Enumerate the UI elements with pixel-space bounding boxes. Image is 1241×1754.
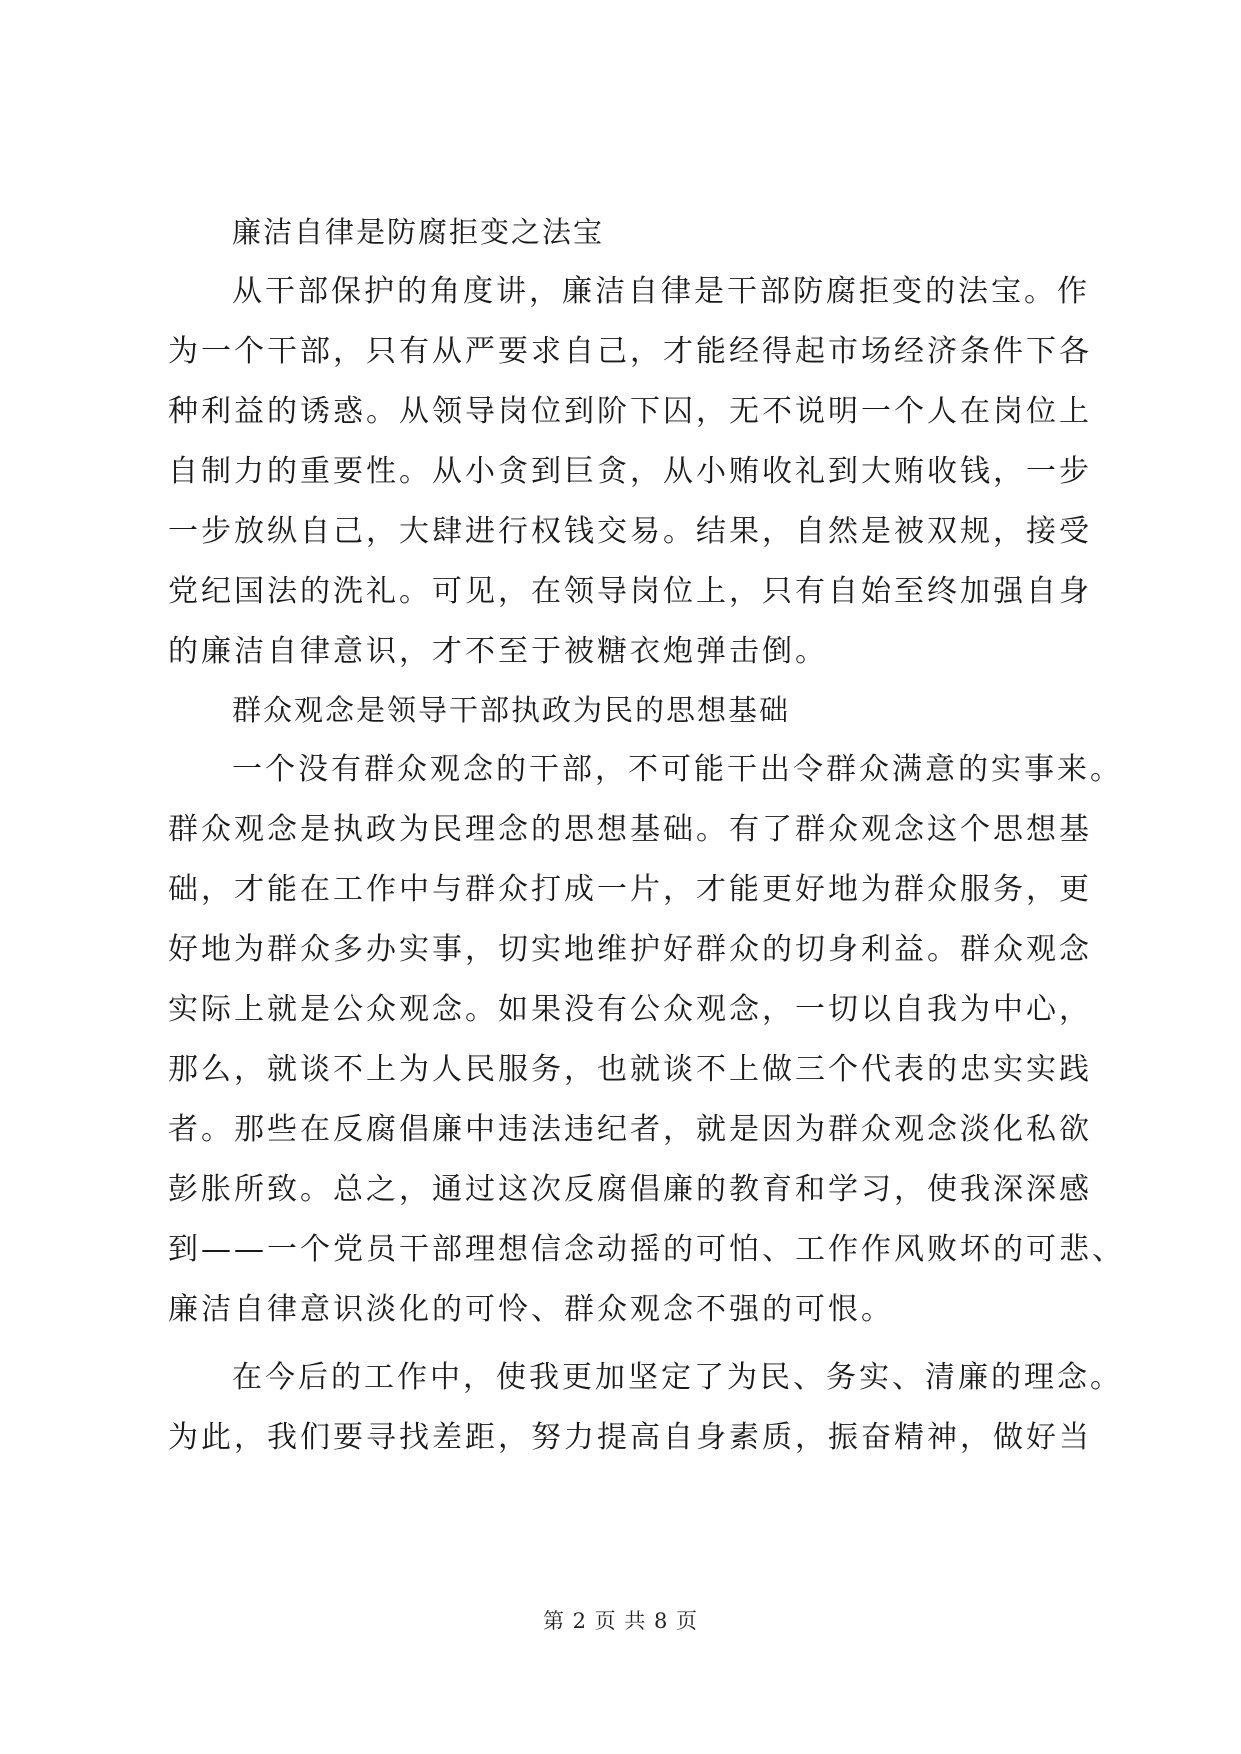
section-heading: 群众观念是领导干部执政为民的思想基础	[232, 693, 791, 727]
paragraph-line: 一步放纵自己，大肆进行权钱交易。结果，自然是被双规，接受	[168, 514, 1092, 549]
paragraph-line: 一个没有群众观念的干部，不可能干出令群众满意的实事来。	[232, 752, 1123, 787]
paragraph-line: 为一个干部，只有从严要求自己，才能经得起市场经济条件下各	[168, 334, 1092, 369]
paragraph-line: 廉洁自律意识淡化的可怜、群众观念不强的可恨。	[168, 1292, 894, 1327]
paragraph-line: 者。那些在反腐倡廉中违法违纪者，就是因为群众观念淡化私欲	[168, 1112, 1092, 1147]
paragraph-line: 好地为群众多办实事，切实地维护好群众的切身利益。群众观念	[168, 932, 1092, 967]
paragraph-line: 自制力的重要性。从小贪到巨贪，从小贿收礼到大贿收钱，一步	[168, 454, 1092, 489]
paragraph-line: 在今后的工作中，使我更加坚定了为民、务实、清廉的理念。	[232, 1360, 1123, 1395]
paragraph-line: 群众观念是执政为民理念的思想基础。有了群众观念这个思想基	[168, 812, 1092, 847]
paragraph-line: 实际上就是公众观念。如果没有公众观念，一切以自我为中心，	[168, 992, 1092, 1027]
page-footer: 第 2 页 共 8 页	[542, 1609, 699, 1633]
paragraph-line: 从干部保护的角度讲，廉洁自律是干部防腐拒变的法宝。作	[232, 274, 1090, 309]
paragraph-line: 党纪国法的洗礼。可见，在领导岗位上，只有自始至终加强自身	[168, 574, 1092, 609]
paragraph-line: 的廉洁自律意识，才不至于被糖衣炮弹击倒。	[168, 634, 828, 669]
paragraph-line: 到——一个党员干部理想信念动摇的可怕、工作作风败坏的可悲、	[168, 1232, 1125, 1267]
section-heading: 廉洁自律是防腐拒变之法宝	[232, 215, 605, 249]
paragraph-line: 种利益的诱惑。从领导岗位到阶下囚，无不说明一个人在岗位上	[168, 394, 1092, 429]
paragraph-line: 为此，我们要寻找差距，努力提高自身素质，振奋精神，做好当	[168, 1420, 1092, 1455]
paragraph-line: 彭胀所致。总之，通过这次反腐倡廉的教育和学习，使我深深感	[168, 1172, 1092, 1207]
paragraph-line: 那么，就谈不上为人民服务，也就谈不上做三个代表的忠实实践	[168, 1052, 1092, 1087]
paragraph-line: 础，才能在工作中与群众打成一片，才能更好地为群众服务，更	[168, 872, 1092, 907]
